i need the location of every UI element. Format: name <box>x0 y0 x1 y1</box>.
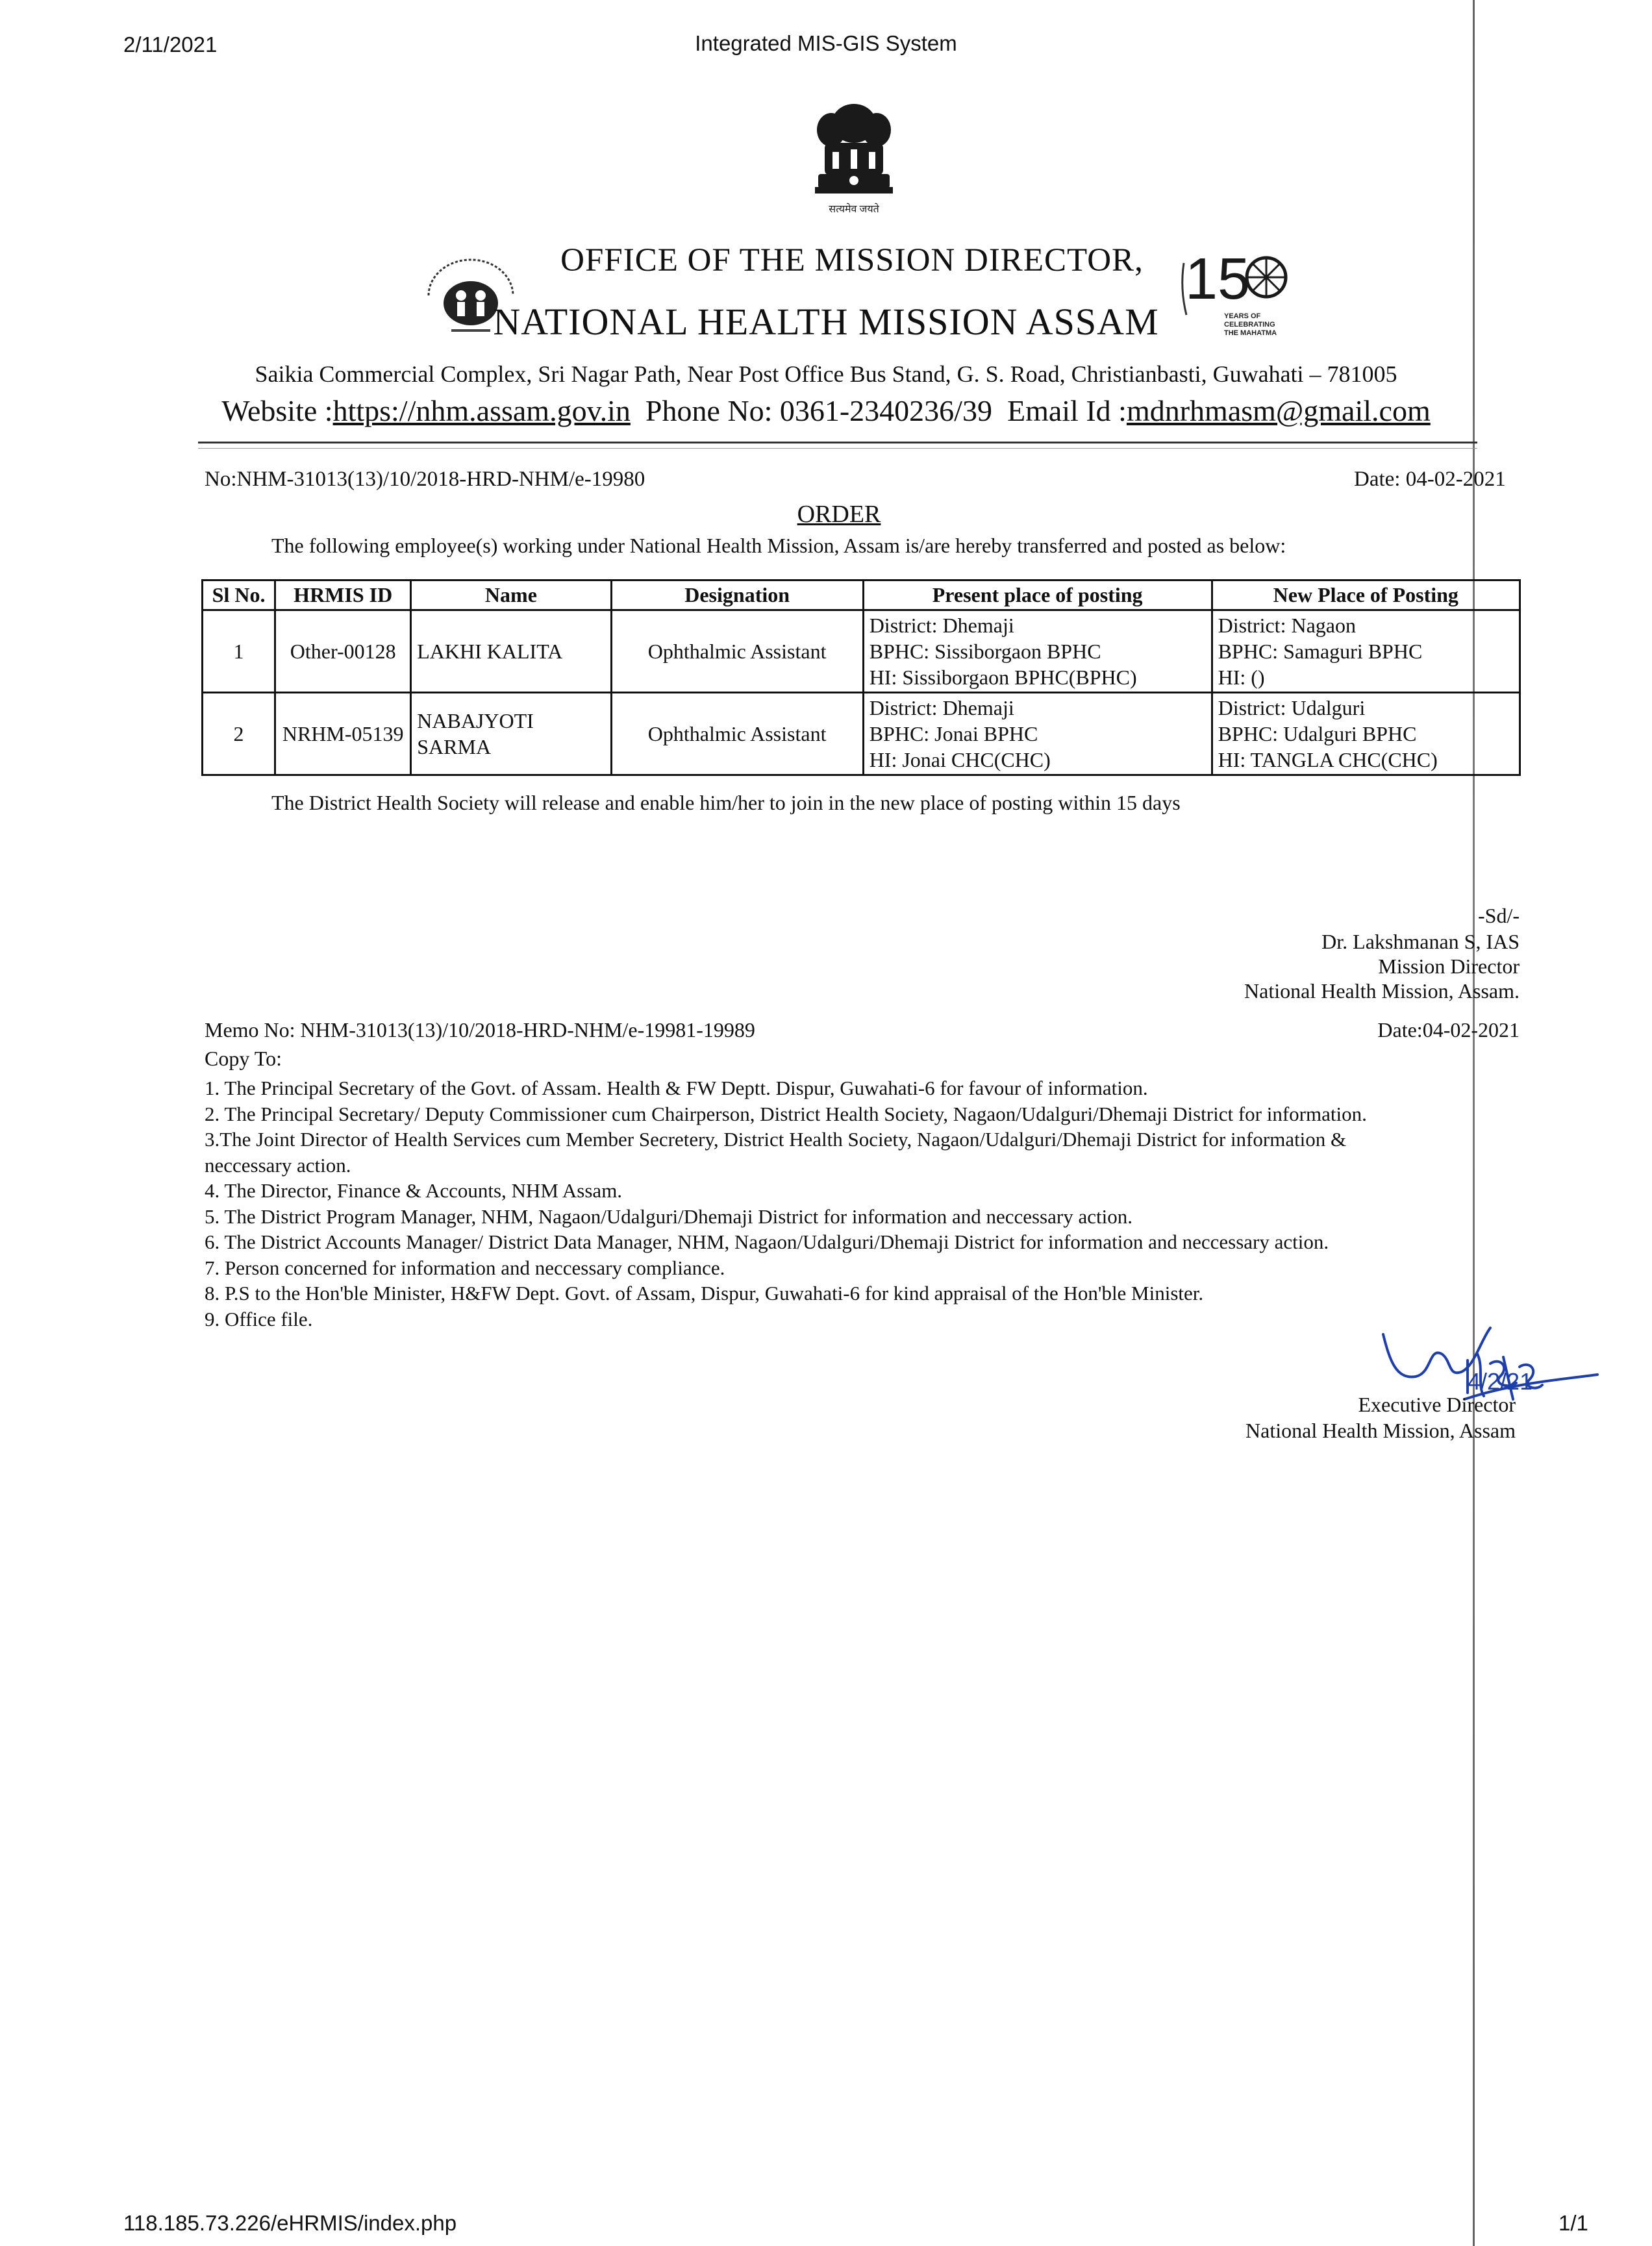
office-heading-line2: NATIONAL HEALTH MISSION ASSAM <box>493 301 1159 343</box>
signatory-designation: Mission Director <box>1378 955 1520 978</box>
list-item: neccessary action. <box>205 1153 351 1177</box>
order-number: No:NHM-31013(13)/10/2018-HRD-NHM/e-19980 <box>205 468 645 491</box>
cell-designation: Ophthalmic Assistant <box>611 610 863 693</box>
print-url: 118.185.73.226/eHRMIS/index.php <box>123 2211 457 2235</box>
present-district: District: Dhemaji <box>869 614 1014 637</box>
phone-label: Phone No: <box>645 394 780 427</box>
memo-number: Memo No: NHM-31013(13)/10/2018-HRD-NHM/e-19981-19989 <box>205 1018 755 1042</box>
header-hrmis-id: HRMIS ID <box>275 580 411 610</box>
present-district: District: Dhemaji <box>869 696 1014 719</box>
order-intro: The following employee(s) working under National Health Mission, Assam is/are hereby transferred and posted as below: <box>271 534 1286 557</box>
svg-text:YEARS OF: YEARS OF <box>1224 312 1261 320</box>
office-heading-line1: OFFICE OF THE MISSION DIRECTOR, <box>560 242 1144 279</box>
cell-name: LAKHI KALITA <box>411 610 611 693</box>
emblem-motto: सत्यमेव जयते <box>829 204 879 215</box>
executive-director-org: National Health Mission, Assam <box>1245 1419 1516 1442</box>
cell-name: NABAJYOTI SARMA <box>411 693 611 775</box>
new-hi: HI: TANGLA CHC(CHC) <box>1218 748 1438 771</box>
signed-marker: -Sd/- <box>1478 904 1520 927</box>
new-bphc: BPHC: Udalguri BPHC <box>1218 722 1417 745</box>
svg-text:15: 15 <box>1185 247 1251 312</box>
present-hi: HI: Jonai CHC(CHC) <box>869 748 1051 771</box>
svg-text:THE MAHATMA: THE MAHATMA <box>1224 329 1277 337</box>
website-label: Website : <box>221 394 333 427</box>
list-item: 8. P.S to the Hon'ble Minister, H&FW Dept. Govt. of Assam, Dispur, Guwahati-6 for kind appraisal of the Hon'ble Minister. <box>205 1282 1204 1304</box>
header-divider <box>198 442 1477 443</box>
cell-new-posting <box>1212 693 1520 775</box>
list-item: 3.The Joint Director of Health Services cum Member Secretery, District Health Society, Nagaon/Udalguri/Dhemaji District for information & <box>205 1128 1347 1151</box>
new-bphc: BPHC: Samaguri BPHC <box>1218 640 1423 663</box>
print-date: 2/11/2021 <box>123 32 218 56</box>
header-new-posting: New Place of Posting <box>1212 580 1520 610</box>
new-hi: HI: () <box>1218 666 1265 689</box>
table-header-row <box>203 580 1520 610</box>
memo-date: Date:04-02-2021 <box>1377 1018 1520 1042</box>
list-item: 7. Person concerned for information and neccessary compliance. <box>205 1256 725 1279</box>
contact-line <box>0 393 1652 428</box>
copy-to-label: Copy To: <box>205 1047 282 1070</box>
svg-text:CELEBRATING: CELEBRATING <box>1224 321 1275 329</box>
header-sl-no: Sl No. <box>203 580 275 610</box>
executive-director-title: Executive Director <box>1358 1393 1516 1416</box>
cell-sl: 2 <box>203 693 275 775</box>
signatory-name: Dr. Lakshmanan S, IAS <box>1321 930 1520 953</box>
signatory-organisation: National Health Mission, Assam. <box>1244 979 1520 1003</box>
cell-present-posting <box>863 693 1212 775</box>
table-row <box>203 610 1520 693</box>
present-hi: HI: Sissiborgaon BPHC(BPHC) <box>869 666 1137 689</box>
website-link[interactable]: https://nhm.assam.gov.in <box>332 394 631 427</box>
office-address: Saikia Commercial Complex, Sri Nagar Path, Near Post Office Bus Stand, G. S. Road, Christianbasti, Guwahati – 781005 <box>255 361 1397 387</box>
copy-to-list <box>205 1075 1367 1332</box>
present-bphc: BPHC: Jonai BPHC <box>869 722 1038 745</box>
email-label: Email Id : <box>1007 394 1127 427</box>
release-note: The District Health Society will release and enable him/her to join in the new place of posting within 15 days <box>271 791 1181 814</box>
order-heading: ORDER <box>797 501 881 528</box>
list-item: 2. The Principal Secretary/ Deputy Commissioner cum Chairperson, District Health Society, Nagaon/Udalguri/Dhemaji District for information. <box>205 1102 1367 1125</box>
transfer-table <box>201 579 1521 776</box>
cell-present-posting <box>863 610 1212 693</box>
list-item: 9. Office file. <box>205 1307 313 1330</box>
cell-hrmis-id: NRHM-05139 <box>275 693 411 775</box>
list-item: 5. The District Program Manager, NHM, Nagaon/Udalguri/Dhemaji District for information and neccessary action. <box>205 1204 1133 1228</box>
table-row <box>203 693 1520 775</box>
header-divider-thin <box>198 448 1477 449</box>
cell-designation: Ophthalmic Assistant <box>611 693 863 775</box>
print-title: Integrated MIS-GIS System <box>695 31 957 55</box>
new-district: District: Udalguri <box>1218 696 1366 719</box>
header-name: Name <box>411 580 611 610</box>
present-bphc: BPHC: Sissiborgaon BPHC <box>869 640 1101 663</box>
cell-new-posting <box>1212 610 1520 693</box>
phone-number: 0361-2340236/39 <box>779 394 992 427</box>
print-page-number: 1/1 <box>1558 2211 1588 2235</box>
header-designation: Designation <box>611 580 863 610</box>
list-item: 6. The District Accounts Manager/ District Data Manager, NHM, Nagaon/Udalguri/Dhemaji District for information and neccessary action. <box>205 1230 1329 1253</box>
list-item: 1. The Principal Secretary of the Govt. of Assam. Health & FW Deptt. Dispur, Guwahati-6 for favour of information. <box>205 1077 1148 1099</box>
new-district: District: Nagaon <box>1218 614 1356 637</box>
signature-date: 4/2/21 <box>1468 1368 1533 1395</box>
cell-hrmis-id: Other-00128 <box>275 610 411 693</box>
list-item: 4. The Director, Finance & Accounts, NHM Assam. <box>205 1179 623 1202</box>
cell-sl: 1 <box>203 610 275 693</box>
header-present-posting: Present place of posting <box>863 580 1212 610</box>
email-link[interactable]: mdnrhmasm@gmail.com <box>1126 394 1431 427</box>
order-date: Date: 04-02-2021 <box>1354 468 1506 491</box>
